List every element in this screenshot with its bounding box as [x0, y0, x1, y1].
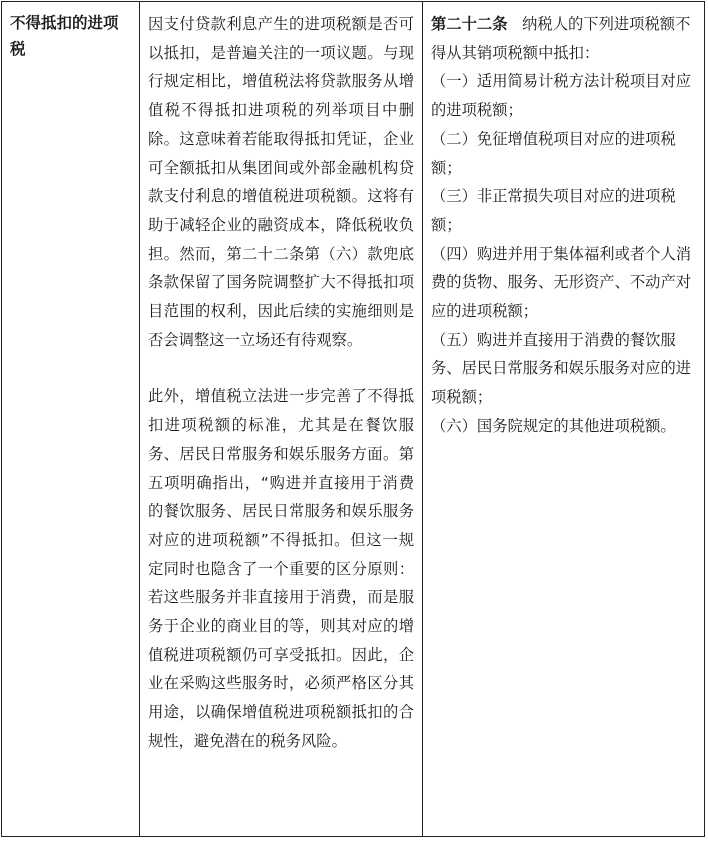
comparison-table: [1, 1, 705, 837]
article-item: （五）购进并直接用于消费的餐饮服务、居民日常服务和娱乐服务对应的进项税额；: [431, 330, 692, 407]
topic-heading: 不得抵扣的进项税: [10, 14, 119, 58]
topic-cell: [2, 2, 140, 836]
article-title: 第二十二条: [431, 15, 508, 33]
analysis-paragraph-2: 此外，增值税立法进一步完善了不得抵扣进项税额的标准，尤其是在餐饮服务、居民日常服务和娱乐服务方面。第五项明确指出，“购进并直接用于消费的餐饮服务、居民日常服务和娱乐服务对应的进项税额”不得抵扣。但这一规定同时也隐含了一个重要的区分原则：若这些服务并非直接用于消费，而是服务于企业的商业目的等，则其对应的增值税进项税额仍可享受抵扣。因此，企业在采购这些服务时，必须严格区分其用途，以确保增值税进项税额抵扣的合规性，避免潜在的税务风险。: [148, 387, 414, 750]
article-intro-text: 纳税人的下列进项税额不得从其销项税额中抵扣：: [431, 15, 691, 62]
article-item: （四）购进并用于集体福利或者个人消费的货物、服务、无形资产、不动产对应的进项税额；: [431, 244, 692, 321]
article-intro: [431, 10, 696, 67]
law-text-cell: [423, 2, 704, 836]
article-item: （三）非正常损失项目对应的进项税额；: [431, 187, 676, 234]
article-item: （一）适用简易计税方法计税项目对应的进项税额；: [431, 72, 692, 120]
article-item: （二）免征增值税项目对应的进项税额；: [431, 129, 676, 177]
analysis-paragraph-1: 因支付贷款利息产生的进项税额是否可以抵扣，是普遍关注的一项议题。与现行规定相比，增值税法将贷款服务从增值税不得抵扣进项税的列举项目中删除。这意味着若能取得抵扣凭证，企业可全额抵扣从集团间或外部金融机构贷款支付利息的增值税进项税额。这将有助于减轻企业的融资成本，降低税收负担。然而，第二十二条第（六）款兜底条款保留了国务院调整扩大不得抵扣项目范围的权利，因此后续的实施细则是否会调整这一立场还有待观察。: [148, 15, 414, 349]
analysis-cell: [140, 2, 423, 836]
article-item: （六）国务院规定的其他进项税额。: [431, 416, 676, 435]
